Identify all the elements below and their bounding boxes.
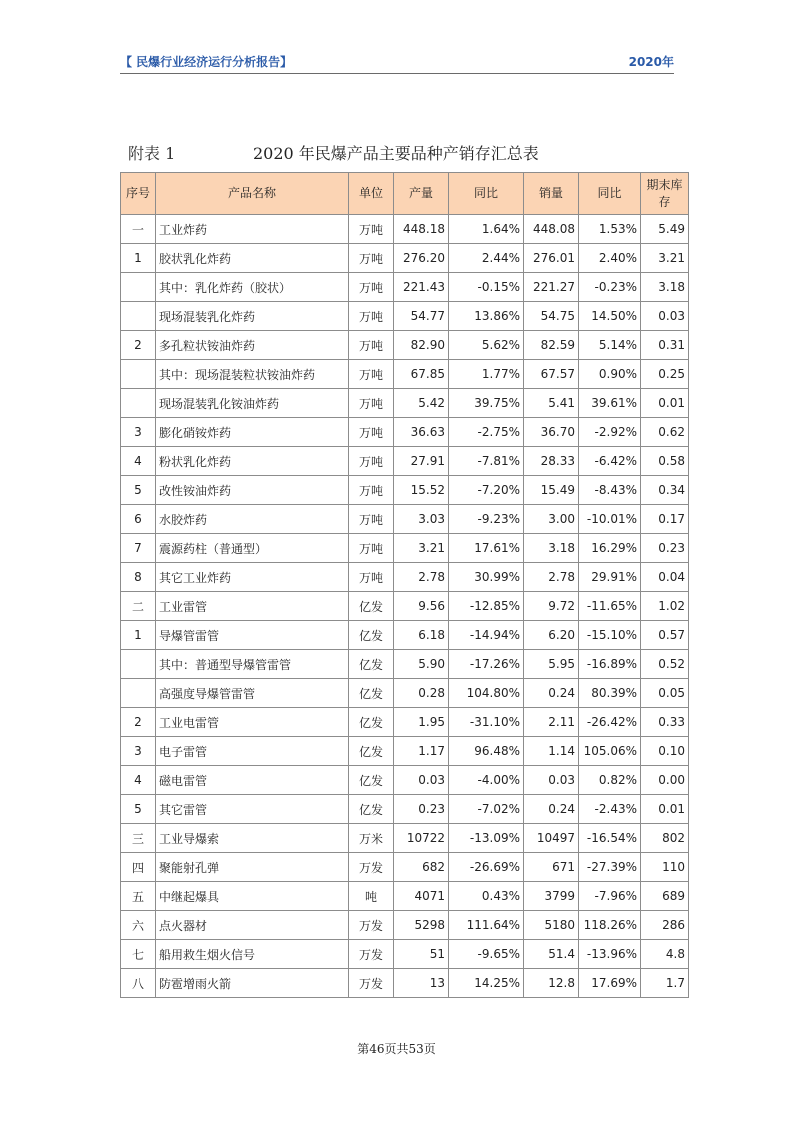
- row-product-name: 粉状乳化炸药: [156, 447, 349, 476]
- col-header-unit: 单位: [349, 173, 394, 215]
- summary-table: [120, 172, 689, 998]
- row-product-name: 水胶炸药: [156, 505, 349, 534]
- row-inventory: 0.31: [641, 331, 689, 360]
- row-inventory: 0.00: [641, 766, 689, 795]
- row-index: 2: [121, 708, 156, 737]
- row-output-yoy: -9.65%: [449, 940, 524, 969]
- row-sales: 3.18: [524, 534, 579, 563]
- row-output: 27.91: [394, 447, 449, 476]
- row-unit: 万发: [349, 940, 394, 969]
- row-index: 3: [121, 418, 156, 447]
- row-product-name: 震源药柱（普通型）: [156, 534, 349, 563]
- row-sales-yoy: -16.54%: [579, 824, 641, 853]
- row-unit: 万吨: [349, 273, 394, 302]
- row-product-name: 电子雷管: [156, 737, 349, 766]
- table-title: 2020 年民爆产品主要品种产销存汇总表: [253, 144, 539, 163]
- row-output: 1.95: [394, 708, 449, 737]
- row-output-yoy: -13.09%: [449, 824, 524, 853]
- row-inventory: 3.21: [641, 244, 689, 273]
- row-index: [121, 679, 156, 708]
- row-output-yoy: -0.15%: [449, 273, 524, 302]
- table-row: [121, 447, 689, 476]
- row-product-name: 船用救生烟火信号: [156, 940, 349, 969]
- row-product-name: 其中：乳化炸药（胶状）: [156, 273, 349, 302]
- row-output: 54.77: [394, 302, 449, 331]
- row-inventory: 3.18: [641, 273, 689, 302]
- row-sales-yoy: -13.96%: [579, 940, 641, 969]
- col-header-index: 序号: [121, 173, 156, 215]
- table-row: [121, 302, 689, 331]
- row-output-yoy: -7.02%: [449, 795, 524, 824]
- row-product-name: 工业炸药: [156, 215, 349, 244]
- row-output: 5.90: [394, 650, 449, 679]
- row-sales: 82.59: [524, 331, 579, 360]
- row-index: 四: [121, 853, 156, 882]
- table-row: [121, 418, 689, 447]
- row-output: 36.63: [394, 418, 449, 447]
- col-header-output: 产量: [394, 173, 449, 215]
- row-sales-yoy: 0.82%: [579, 766, 641, 795]
- table-row: [121, 273, 689, 302]
- table-row: [121, 244, 689, 273]
- row-sales: 0.24: [524, 679, 579, 708]
- row-output: 6.18: [394, 621, 449, 650]
- row-output-yoy: -7.81%: [449, 447, 524, 476]
- row-product-name: 其中：普通型导爆管雷管: [156, 650, 349, 679]
- row-sales-yoy: -6.42%: [579, 447, 641, 476]
- row-output: 448.18: [394, 215, 449, 244]
- row-output-yoy: 17.61%: [449, 534, 524, 563]
- row-index: 七: [121, 940, 156, 969]
- row-inventory: 0.03: [641, 302, 689, 331]
- row-index: [121, 302, 156, 331]
- row-inventory: 110: [641, 853, 689, 882]
- row-sales: 12.8: [524, 969, 579, 998]
- row-sales: 51.4: [524, 940, 579, 969]
- row-sales: 221.27: [524, 273, 579, 302]
- row-index: 二: [121, 592, 156, 621]
- row-product-name: 胶状乳化炸药: [156, 244, 349, 273]
- row-sales: 54.75: [524, 302, 579, 331]
- row-unit: 万发: [349, 911, 394, 940]
- row-sales: 3.00: [524, 505, 579, 534]
- row-unit: 亿发: [349, 737, 394, 766]
- row-output: 3.21: [394, 534, 449, 563]
- row-index: 2: [121, 331, 156, 360]
- row-inventory: 286: [641, 911, 689, 940]
- row-output-yoy: 13.86%: [449, 302, 524, 331]
- row-inventory: 0.33: [641, 708, 689, 737]
- row-inventory: 0.62: [641, 418, 689, 447]
- row-index: 1: [121, 621, 156, 650]
- row-product-name: 多孔粒状铵油炸药: [156, 331, 349, 360]
- row-product-name: 现场混装乳化炸药: [156, 302, 349, 331]
- row-sales: 28.33: [524, 447, 579, 476]
- row-output: 67.85: [394, 360, 449, 389]
- row-index: 三: [121, 824, 156, 853]
- report-header-title: 【 民爆行业经济运行分析报告】: [120, 55, 293, 69]
- row-unit: 亿发: [349, 708, 394, 737]
- row-index: 7: [121, 534, 156, 563]
- row-index: 5: [121, 795, 156, 824]
- row-product-name: 导爆管雷管: [156, 621, 349, 650]
- row-sales: 2.78: [524, 563, 579, 592]
- row-sales-yoy: 39.61%: [579, 389, 641, 418]
- row-index: 3: [121, 737, 156, 766]
- row-unit: 万吨: [349, 302, 394, 331]
- row-output-yoy: -4.00%: [449, 766, 524, 795]
- row-output-yoy: 96.48%: [449, 737, 524, 766]
- row-output: 276.20: [394, 244, 449, 273]
- row-sales-yoy: -2.43%: [579, 795, 641, 824]
- row-output: 0.23: [394, 795, 449, 824]
- row-product-name: 工业导爆索: [156, 824, 349, 853]
- row-sales-yoy: 2.40%: [579, 244, 641, 273]
- table-row: [121, 476, 689, 505]
- row-index: [121, 360, 156, 389]
- row-unit: 万吨: [349, 447, 394, 476]
- row-inventory: 0.01: [641, 389, 689, 418]
- row-product-name: 其它雷管: [156, 795, 349, 824]
- row-sales-yoy: 5.14%: [579, 331, 641, 360]
- row-output-yoy: 39.75%: [449, 389, 524, 418]
- row-output-yoy: -26.69%: [449, 853, 524, 882]
- table-row: [121, 505, 689, 534]
- row-sales: 15.49: [524, 476, 579, 505]
- row-sales: 3799: [524, 882, 579, 911]
- table-row: [121, 969, 689, 998]
- row-sales-yoy: 1.53%: [579, 215, 641, 244]
- row-unit: 万吨: [349, 563, 394, 592]
- row-index: 八: [121, 969, 156, 998]
- table-row: [121, 650, 689, 679]
- col-header-inventory: 期末库存: [641, 173, 689, 215]
- row-sales: 1.14: [524, 737, 579, 766]
- table-row: [121, 679, 689, 708]
- row-inventory: 0.05: [641, 679, 689, 708]
- table-row: [121, 389, 689, 418]
- row-output-yoy: 0.43%: [449, 882, 524, 911]
- row-sales-yoy: -2.92%: [579, 418, 641, 447]
- row-unit: 亿发: [349, 650, 394, 679]
- row-sales: 0.03: [524, 766, 579, 795]
- row-output-yoy: -17.26%: [449, 650, 524, 679]
- row-index: [121, 273, 156, 302]
- row-output: 10722: [394, 824, 449, 853]
- row-index: 五: [121, 882, 156, 911]
- row-product-name: 现场混装乳化铵油炸药: [156, 389, 349, 418]
- row-unit: 万吨: [349, 418, 394, 447]
- row-inventory: 1.02: [641, 592, 689, 621]
- row-inventory: 802: [641, 824, 689, 853]
- table-row: [121, 737, 689, 766]
- row-unit: 万发: [349, 853, 394, 882]
- row-output-yoy: -12.85%: [449, 592, 524, 621]
- row-sales: 67.57: [524, 360, 579, 389]
- row-inventory: 0.52: [641, 650, 689, 679]
- row-index: 5: [121, 476, 156, 505]
- row-output: 682: [394, 853, 449, 882]
- col-header-product: 产品名称: [156, 173, 349, 215]
- row-product-name: 膨化硝铵炸药: [156, 418, 349, 447]
- row-sales-yoy: 17.69%: [579, 969, 641, 998]
- table-row: [121, 882, 689, 911]
- row-sales: 5.41: [524, 389, 579, 418]
- row-inventory: 4.8: [641, 940, 689, 969]
- row-index: 4: [121, 447, 156, 476]
- row-output: 82.90: [394, 331, 449, 360]
- row-output: 15.52: [394, 476, 449, 505]
- row-output: 51: [394, 940, 449, 969]
- row-sales: 6.20: [524, 621, 579, 650]
- row-output: 1.17: [394, 737, 449, 766]
- row-sales: 2.11: [524, 708, 579, 737]
- header-divider: [120, 73, 674, 74]
- row-index: 6: [121, 505, 156, 534]
- row-output-yoy: -2.75%: [449, 418, 524, 447]
- row-inventory: 1.7: [641, 969, 689, 998]
- row-unit: 万吨: [349, 360, 394, 389]
- row-output-yoy: 2.44%: [449, 244, 524, 273]
- table-row: [121, 824, 689, 853]
- row-output-yoy: 1.64%: [449, 215, 524, 244]
- row-product-name: 点火器材: [156, 911, 349, 940]
- row-output: 13: [394, 969, 449, 998]
- row-inventory: 0.25: [641, 360, 689, 389]
- row-output-yoy: 14.25%: [449, 969, 524, 998]
- row-output: 3.03: [394, 505, 449, 534]
- col-header-sales-yoy: 同比: [579, 173, 641, 215]
- row-unit: 亿发: [349, 795, 394, 824]
- row-unit: 亿发: [349, 766, 394, 795]
- row-output-yoy: 111.64%: [449, 911, 524, 940]
- row-sales: 5.95: [524, 650, 579, 679]
- row-inventory: 0.10: [641, 737, 689, 766]
- table-row: [121, 360, 689, 389]
- row-index: [121, 389, 156, 418]
- row-unit: 万吨: [349, 244, 394, 273]
- row-product-name: 聚能射孔弹: [156, 853, 349, 882]
- row-index: 六: [121, 911, 156, 940]
- row-output: 0.28: [394, 679, 449, 708]
- page-footer: 第46页共53页: [357, 1042, 436, 1056]
- row-inventory: 0.34: [641, 476, 689, 505]
- row-unit: 万吨: [349, 476, 394, 505]
- row-sales-yoy: -26.42%: [579, 708, 641, 737]
- row-sales-yoy: 0.90%: [579, 360, 641, 389]
- row-sales: 9.72: [524, 592, 579, 621]
- table-row: [121, 331, 689, 360]
- row-index: 8: [121, 563, 156, 592]
- row-output: 5298: [394, 911, 449, 940]
- row-inventory: 0.58: [641, 447, 689, 476]
- col-header-output-yoy: 同比: [449, 173, 524, 215]
- row-product-name: 中继起爆具: [156, 882, 349, 911]
- row-sales-yoy: -10.01%: [579, 505, 641, 534]
- row-unit: 万发: [349, 969, 394, 998]
- row-output-yoy: -31.10%: [449, 708, 524, 737]
- row-unit: 万吨: [349, 331, 394, 360]
- row-inventory: 0.23: [641, 534, 689, 563]
- row-index: 4: [121, 766, 156, 795]
- row-index: [121, 650, 156, 679]
- row-inventory: 5.49: [641, 215, 689, 244]
- row-output: 5.42: [394, 389, 449, 418]
- table-row: [121, 911, 689, 940]
- row-sales: 671: [524, 853, 579, 882]
- row-output: 4071: [394, 882, 449, 911]
- row-sales-yoy: -8.43%: [579, 476, 641, 505]
- row-sales-yoy: -16.89%: [579, 650, 641, 679]
- row-sales-yoy: -7.96%: [579, 882, 641, 911]
- row-index: 一: [121, 215, 156, 244]
- row-product-name: 其它工业炸药: [156, 563, 349, 592]
- row-sales: 0.24: [524, 795, 579, 824]
- appendix-label: 附表 1: [128, 144, 176, 163]
- row-output-yoy: -9.23%: [449, 505, 524, 534]
- row-output-yoy: -7.20%: [449, 476, 524, 505]
- row-sales-yoy: 80.39%: [579, 679, 641, 708]
- row-unit: 亿发: [349, 621, 394, 650]
- row-sales-yoy: 16.29%: [579, 534, 641, 563]
- row-output-yoy: 104.80%: [449, 679, 524, 708]
- row-sales-yoy: -15.10%: [579, 621, 641, 650]
- row-unit: 万吨: [349, 534, 394, 563]
- table-row: [121, 621, 689, 650]
- row-unit: 万米: [349, 824, 394, 853]
- row-unit: 吨: [349, 882, 394, 911]
- row-inventory: 0.17: [641, 505, 689, 534]
- row-unit: 万吨: [349, 505, 394, 534]
- row-unit: 万吨: [349, 215, 394, 244]
- row-sales-yoy: 29.91%: [579, 563, 641, 592]
- table-row: [121, 766, 689, 795]
- row-output-yoy: 30.99%: [449, 563, 524, 592]
- row-output: 221.43: [394, 273, 449, 302]
- row-index: 1: [121, 244, 156, 273]
- row-output: 9.56: [394, 592, 449, 621]
- row-product-name: 高强度导爆管雷管: [156, 679, 349, 708]
- row-sales: 276.01: [524, 244, 579, 273]
- table-row: [121, 592, 689, 621]
- row-sales-yoy: -0.23%: [579, 273, 641, 302]
- table-row: [121, 563, 689, 592]
- row-sales: 5180: [524, 911, 579, 940]
- row-product-name: 工业雷管: [156, 592, 349, 621]
- row-output: 0.03: [394, 766, 449, 795]
- row-product-name: 磁电雷管: [156, 766, 349, 795]
- col-header-sales: 销量: [524, 173, 579, 215]
- table-row: [121, 795, 689, 824]
- row-product-name: 工业电雷管: [156, 708, 349, 737]
- row-output-yoy: -14.94%: [449, 621, 524, 650]
- row-sales-yoy: -27.39%: [579, 853, 641, 882]
- row-inventory: 0.04: [641, 563, 689, 592]
- table-row: [121, 534, 689, 563]
- row-output: 2.78: [394, 563, 449, 592]
- row-sales: 448.08: [524, 215, 579, 244]
- row-inventory: 689: [641, 882, 689, 911]
- row-inventory: 0.01: [641, 795, 689, 824]
- row-sales-yoy: 118.26%: [579, 911, 641, 940]
- row-output-yoy: 1.77%: [449, 360, 524, 389]
- table-row: [121, 940, 689, 969]
- table-header-row: [121, 173, 689, 215]
- row-product-name: 改性铵油炸药: [156, 476, 349, 505]
- table-row: [121, 708, 689, 737]
- row-unit: 亿发: [349, 679, 394, 708]
- row-unit: 亿发: [349, 592, 394, 621]
- row-product-name: 防雹增雨火箭: [156, 969, 349, 998]
- table-row: [121, 853, 689, 882]
- row-sales: 36.70: [524, 418, 579, 447]
- row-inventory: 0.57: [641, 621, 689, 650]
- report-header-year: 2020年: [628, 55, 674, 69]
- row-sales: 10497: [524, 824, 579, 853]
- row-sales-yoy: -11.65%: [579, 592, 641, 621]
- table-row: [121, 215, 689, 244]
- row-unit: 万吨: [349, 389, 394, 418]
- row-sales-yoy: 105.06%: [579, 737, 641, 766]
- row-sales-yoy: 14.50%: [579, 302, 641, 331]
- row-output-yoy: 5.62%: [449, 331, 524, 360]
- row-product-name: 其中：现场混装粒状铵油炸药: [156, 360, 349, 389]
